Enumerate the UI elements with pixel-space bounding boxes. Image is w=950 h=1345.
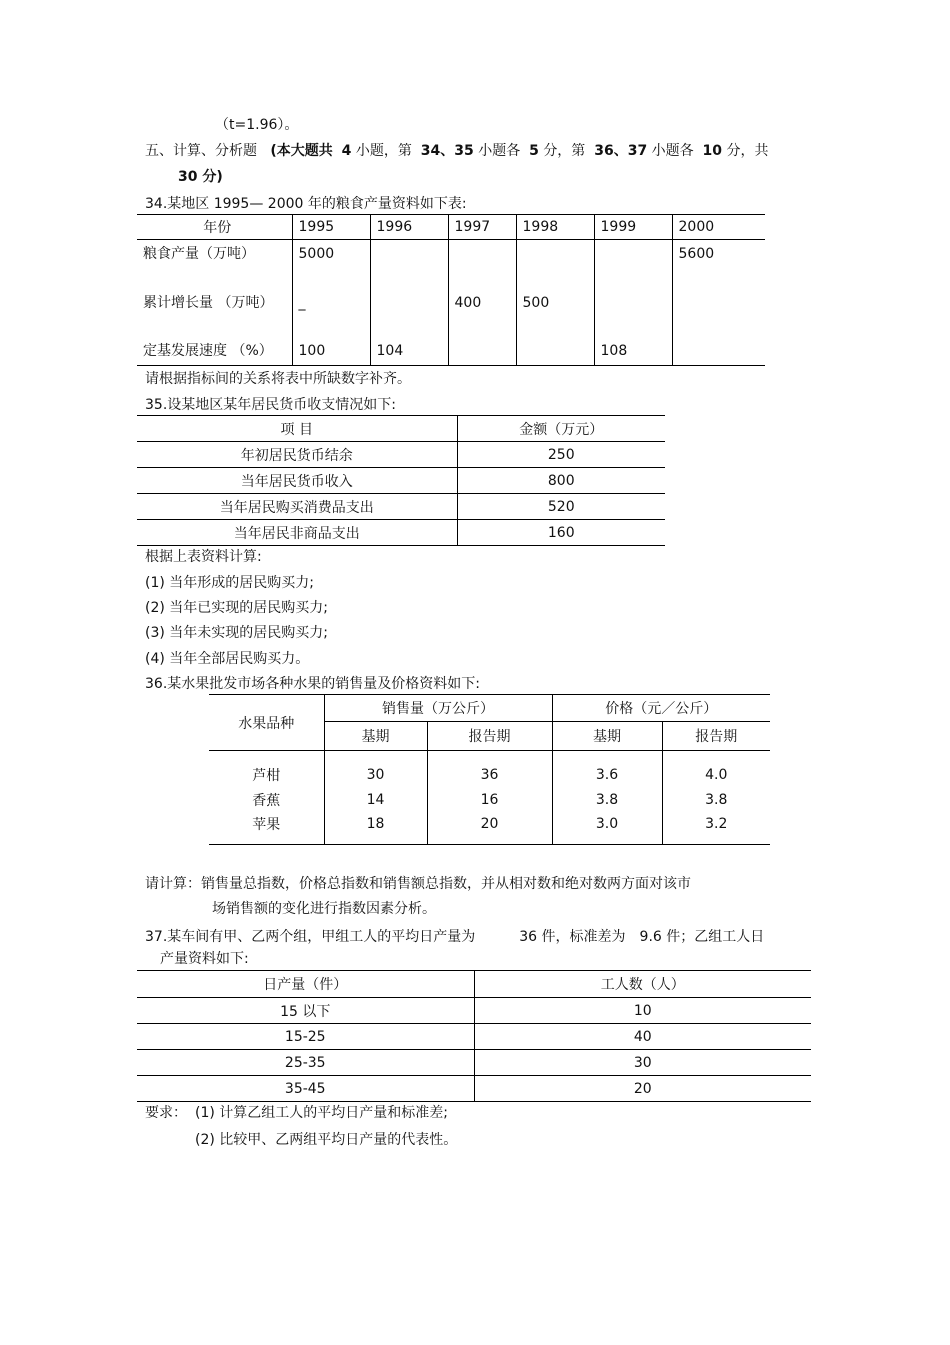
table-cell: 30 — [474, 1050, 811, 1076]
q37-part-a: 37.某车间有甲、乙两个组，甲组工人的平均日产量为 — [145, 929, 476, 945]
question-37-requirement-2: (2) 比较甲、乙两组平均日产量的代表性。 — [195, 1132, 458, 1148]
question-35-intro: 根据上表资料计算: — [145, 549, 262, 565]
header-cell: 基期 — [552, 722, 662, 751]
sec-text-l: 分，共 — [726, 143, 769, 159]
table-cell — [370, 240, 448, 290]
table-cell: 18 — [324, 813, 427, 845]
table-row — [137, 290, 765, 340]
table-cell: 100 — [292, 340, 370, 366]
header-cell: 1999 — [594, 215, 672, 240]
header-cell: 1995 — [292, 215, 370, 240]
row-label: 粮食产量（万吨） — [143, 246, 255, 262]
question-34-instruction: 请根据指标间的关系将表中所缺数字补齐。 — [145, 371, 411, 387]
table-cell: 400 — [448, 290, 516, 340]
points-10: 10 — [702, 143, 723, 159]
question-35: 35.设某地区某年居民货币收支情况如下: — [145, 397, 396, 413]
table-header-row — [137, 215, 765, 240]
question-35-item-3: (3) 当年未实现的居民购买力; — [145, 625, 328, 641]
table-cell: 芦柑 — [252, 768, 281, 785]
table-cell: 当年居民购买消费品支出 — [137, 494, 457, 520]
table-row — [137, 520, 665, 546]
question-36: 36.某水果批发市场各种水果的销售量及价格资料如下: — [145, 676, 480, 692]
table-cell: 15-25 — [137, 1024, 474, 1050]
table-cell — [448, 340, 516, 366]
table-cell: 年初居民货币结余 — [137, 442, 457, 468]
table-row — [209, 788, 770, 813]
row-label: 定基发展速度 （%） — [137, 340, 292, 366]
table-header-row — [137, 971, 811, 998]
table-cell — [516, 340, 594, 366]
table-cell: 35-45 — [137, 1076, 474, 1102]
table-cell: 14 — [324, 788, 427, 813]
total-points: 30 分) — [178, 169, 223, 185]
table-cell: 3.0 — [552, 813, 662, 845]
question-35-item-4: (4) 当年全部居民购买力。 — [145, 651, 310, 667]
header-cell: 日产量（件） — [137, 971, 474, 998]
table-cell: 15 以下 — [137, 998, 474, 1024]
table-cell: 当年居民非商品支出 — [137, 520, 457, 546]
table-cell: 36 — [427, 751, 552, 788]
table-row — [137, 442, 665, 468]
table-cell: 20 — [474, 1076, 811, 1102]
question-36-requirement-cont: 场销售额的变化进行指数因素分析。 — [212, 901, 436, 917]
table-cell: 16 — [427, 788, 552, 813]
table-cell: 香蕉 — [252, 793, 281, 809]
table-cell: 30 — [324, 751, 427, 788]
table-cell: _ — [292, 290, 370, 340]
table-cell — [370, 290, 448, 340]
table-row — [209, 751, 770, 788]
table-row — [137, 340, 765, 366]
table-row — [137, 1076, 811, 1102]
table-row — [137, 1024, 811, 1050]
count-4: 4 — [341, 143, 352, 159]
header-cell: 项 目 — [137, 416, 457, 442]
formula-note: （t=1.96）。 — [215, 117, 299, 133]
question-35-item-1: (1) 当年形成的居民购买力; — [145, 575, 314, 591]
header-cell: 水果品种 — [209, 695, 324, 751]
header-cell: 年份 — [137, 215, 292, 240]
section-title: 五、计算、分析题 — [145, 143, 257, 159]
table-cell: 当年居民货币收入 — [137, 468, 457, 494]
sec-text-j: 小题各 — [651, 143, 694, 159]
header-cell: 价格（元／公斤） — [552, 695, 770, 722]
table-cell — [448, 240, 516, 290]
table-row — [137, 468, 665, 494]
table-cell: 5000 — [292, 240, 370, 290]
header-cell: 报告期 — [662, 722, 770, 751]
table-cell: 3.8 — [662, 788, 770, 813]
table-row — [209, 813, 770, 845]
daily-output-table — [137, 970, 811, 1102]
table-cell — [594, 290, 672, 340]
table-header-row — [209, 695, 770, 722]
table-cell: 5600 — [672, 240, 765, 290]
grain-output-table — [137, 214, 765, 366]
sec-text-f: 小题各 — [478, 143, 521, 159]
question-37-requirement-label: 要求： — [145, 1105, 187, 1121]
q-range-2: 36、37 — [594, 143, 648, 159]
table-row — [137, 240, 765, 290]
header-cell: 1997 — [448, 215, 516, 240]
fruit-sales-table — [209, 694, 770, 845]
q37-part-b: 36 件，标准差为 — [519, 929, 626, 945]
points-5: 5 — [529, 143, 539, 159]
table-cell: 3.6 — [552, 751, 662, 788]
sec-text-h: 分，第 — [543, 143, 586, 159]
question-37-requirement-1: (1) 计算乙组工人的平均日产量和标准差; — [195, 1105, 448, 1121]
table-cell — [672, 290, 765, 340]
table-cell — [516, 240, 594, 290]
table-cell: 520 — [457, 494, 665, 520]
table-cell: 20 — [427, 813, 552, 845]
table-cell: 800 — [457, 468, 665, 494]
question-37-cont: 产量资料如下: — [160, 951, 249, 967]
table-cell: 25-35 — [137, 1050, 474, 1076]
sec-text-d: 小题，第 — [355, 143, 412, 159]
table-cell: 4.0 — [662, 751, 770, 788]
row-label: 累计增长量 （万吨） — [143, 294, 274, 311]
q-range-1: 34、35 — [420, 143, 474, 159]
table-row — [137, 998, 811, 1024]
table-cell: 500 — [516, 290, 594, 340]
table-cell — [594, 240, 672, 290]
header-cell: 1996 — [370, 215, 448, 240]
header-cell: 报告期 — [427, 722, 552, 751]
header-cell: 基期 — [324, 722, 427, 751]
table-cell: 苹果 — [209, 813, 324, 845]
table-cell: 3.8 — [552, 788, 662, 813]
section-note-open: (本大题共 — [270, 143, 333, 159]
table-cell: 250 — [457, 442, 665, 468]
table-cell: 40 — [474, 1024, 811, 1050]
question-36-requirement: 请计算：销售量总指数，价格总指数和销售额总指数，并从相对数和绝对数两方面对该市 — [145, 876, 691, 892]
currency-income-table — [137, 415, 665, 546]
section-five-heading — [145, 142, 768, 160]
table-header-row — [137, 416, 665, 442]
table-cell — [672, 340, 765, 366]
question-34: 34.某地区 1995— 2000 年的粮食产量资料如下表: — [145, 196, 467, 212]
q37-part-c: 9.6 件；乙组工人日 — [639, 929, 765, 945]
table-row — [137, 1050, 811, 1076]
header-cell: 销售量（万公斤） — [324, 695, 552, 722]
header-cell: 2000 — [672, 215, 765, 240]
question-37 — [145, 928, 764, 946]
header-cell: 1998 — [516, 215, 594, 240]
table-cell: 160 — [457, 520, 665, 546]
header-cell: 工人数（人） — [474, 971, 811, 998]
table-cell: 3.2 — [662, 813, 770, 845]
table-row — [137, 494, 665, 520]
table-cell: 108 — [594, 340, 672, 366]
header-cell: 金额（万元） — [457, 416, 665, 442]
question-35-item-2: (2) 当年已实现的居民购买力; — [145, 600, 328, 616]
table-cell: 104 — [370, 340, 448, 366]
table-cell: 10 — [474, 998, 811, 1024]
